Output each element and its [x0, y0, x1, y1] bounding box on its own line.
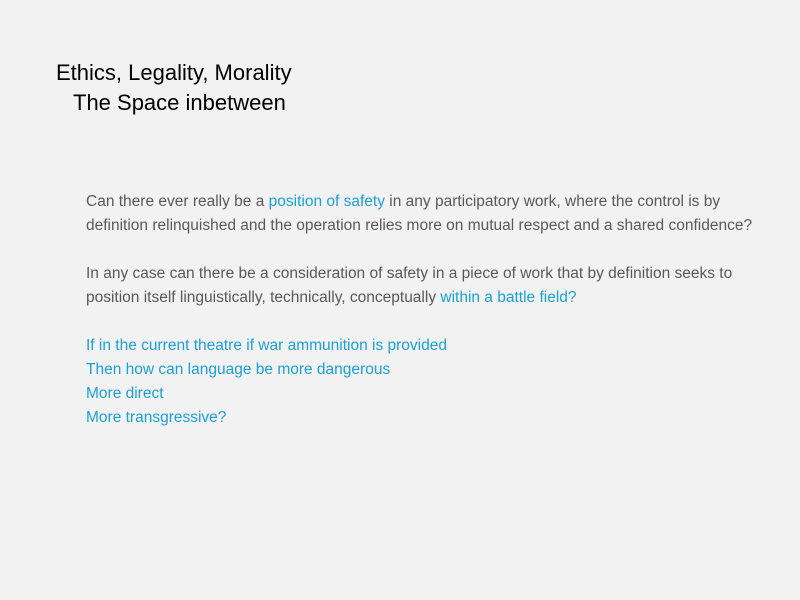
- title-line-1: Ethics, Legality, Morality: [56, 60, 292, 85]
- closing-lines: [86, 334, 756, 430]
- title-line-2: The Space inbetween: [73, 90, 286, 115]
- closing-line: More direct: [86, 385, 164, 402]
- slide-title: [56, 58, 292, 118]
- paragraph-2: [86, 262, 756, 310]
- paragraph-1-text-start: Can there ever really be a: [86, 193, 269, 210]
- paragraph-2-text-start: In any case can there be a consideration of safety in a piece of work that by definition seeks to position itself linguistically, technically, conceptually: [86, 265, 733, 306]
- paragraph-1-text-end: in any participatory work, where the control is by definition relinquished and the operation relies more on mutual respect and a shared confidence?: [86, 193, 753, 234]
- paragraph-2-highlight: within a battle field?: [440, 289, 577, 306]
- paragraph-1-highlight: position of safety: [268, 193, 385, 210]
- closing-line: Then how can language be more dangerous: [86, 361, 391, 378]
- paragraph-1: [86, 190, 756, 238]
- closing-line: If in the current theatre if war ammunition is provided: [86, 337, 447, 354]
- slide-body: [86, 190, 756, 430]
- closing-line: More transgressive?: [86, 409, 227, 426]
